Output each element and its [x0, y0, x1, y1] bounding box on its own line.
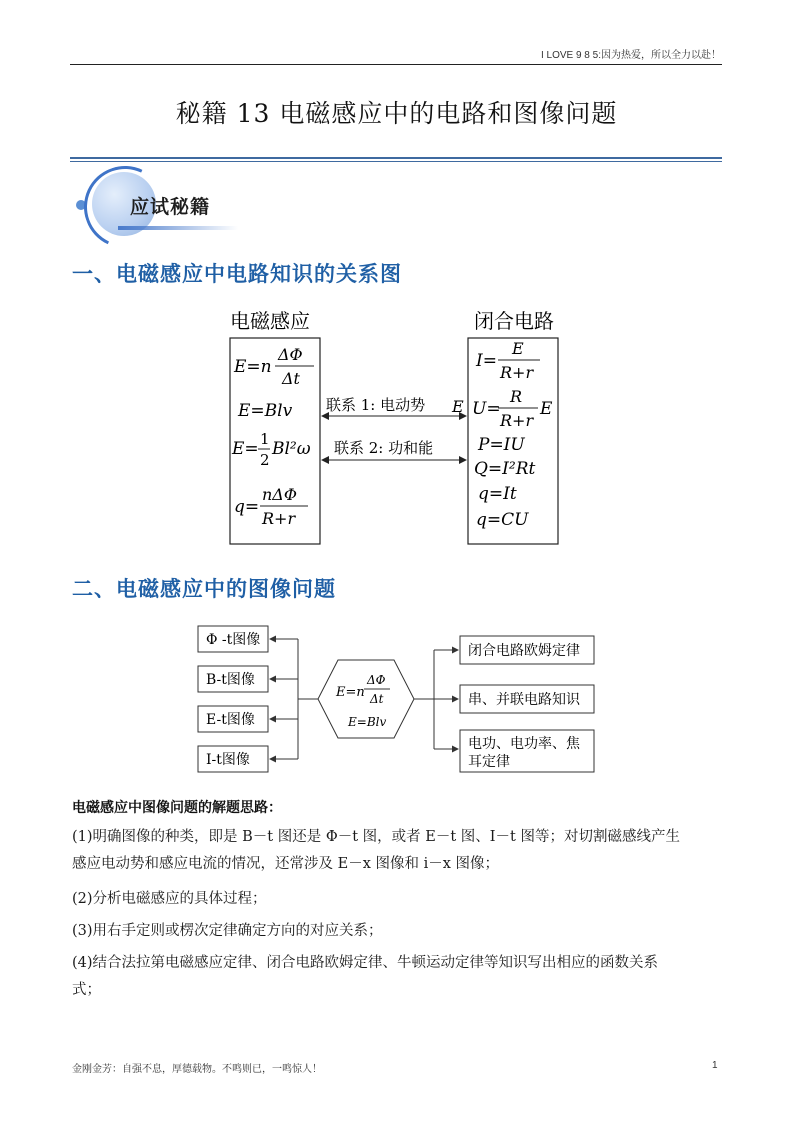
- page-title: 秘籍 13 电磁感应中的电路和图像问题: [175, 99, 618, 128]
- solution-title: 电磁感应中图像问题的解题思路：: [72, 799, 282, 815]
- title-rule-bottom: [70, 161, 722, 162]
- center-den: Δt: [370, 692, 384, 706]
- phi-t-label: Φ -t图像: [206, 632, 261, 648]
- page-number: 1: [712, 1060, 718, 1071]
- formula-q-cu: q=CU: [476, 510, 529, 530]
- center-lhs: E=n: [336, 685, 365, 700]
- formula-p-iu: P=IU: [478, 435, 525, 455]
- formula-rotation-den: 2: [260, 451, 270, 469]
- formula-e-n-dphi-num: ΔΦ: [278, 345, 303, 364]
- formula-u-num: R: [510, 387, 523, 406]
- e-t-label: E-t图像: [206, 712, 255, 728]
- formula-q-i2rt: Q=I²Rt: [474, 459, 536, 479]
- center-num: ΔΦ: [367, 673, 386, 687]
- joule-law-label-line1: 电功、电功率、焦: [468, 736, 580, 752]
- image-problem-diagram: [190, 618, 610, 778]
- formula-e-blv: E=Blv: [238, 401, 293, 421]
- formula-u-lhs: U=: [472, 399, 501, 419]
- formula-rotation-lhs: E=: [232, 439, 259, 459]
- link1-label: 联系 1: 电动势: [326, 396, 426, 414]
- formula-rotation-num: 1: [260, 430, 270, 448]
- solution-step-3: (3)用右手定则或楞次定律确定方向的对应关系；: [72, 923, 383, 939]
- solution-step-4-line2: 式；: [72, 982, 101, 998]
- solution-step-1-line1: (1)明确图像的种类，即是 B－t 图还是 Φ－t 图，或者 E－t 图、I－t 图等；对切割磁感线产生: [72, 829, 680, 845]
- solution-step-2: (2)分析电磁感应的具体过程；: [72, 891, 267, 907]
- footer-motto: 金刚金芳：自强不息，厚德载物。不鸣则已，一鸣惊人！: [72, 1064, 322, 1075]
- solution-step-4-line1: (4)结合法拉第电磁感应定律、闭合电路欧姆定律、牛顿运动定律等知识写出相应的函数关系: [72, 955, 659, 971]
- formula-u-rhs: E: [540, 399, 553, 419]
- badge-underline: [118, 226, 238, 230]
- formula-e-n-dphi-lhs: E=n: [234, 357, 272, 377]
- badge-label: 应试秘籍: [130, 197, 211, 218]
- solution-step-4: [72, 950, 724, 1004]
- joule-law-label-line2: 耳定律: [468, 754, 510, 770]
- series-parallel-label: 串、并联电路知识: [468, 692, 580, 708]
- formula-q-den: R+r: [262, 509, 296, 528]
- formula-q-lhs: q=: [234, 497, 260, 517]
- formula-i-num: E: [512, 339, 524, 358]
- b-t-label: B-t图像: [206, 672, 255, 688]
- right-box-title: 闭合电路: [474, 309, 554, 333]
- formula-q-it: q=It: [478, 484, 517, 504]
- header-divider: [70, 64, 722, 65]
- formula-q-num: nΔΦ: [262, 485, 297, 504]
- ohm-law-label: 闭合电路欧姆定律: [468, 643, 580, 659]
- header-slogan: I LOVE 9 8 5:因为热爱，所以全力以赴！: [540, 50, 721, 61]
- link1-suffix: E: [452, 397, 464, 416]
- circuit-relation-diagram: [222, 300, 572, 552]
- section1-heading: 一、电磁感应中电路知识的关系图: [72, 263, 402, 286]
- left-box-title: 电磁感应: [230, 309, 310, 333]
- section-badge: [78, 170, 248, 242]
- solution-step-1: [72, 824, 724, 878]
- formula-i-lhs: I=: [476, 351, 497, 371]
- i-t-label: I-t图像: [206, 752, 250, 768]
- formula-i-den: R+r: [500, 363, 534, 382]
- title-rule-top: [70, 157, 722, 159]
- link2-label: 联系 2: 功和能: [334, 439, 434, 457]
- section2-heading: 二、电磁感应中的图像问题: [72, 578, 336, 601]
- formula-e-n-dphi-den: Δt: [282, 369, 300, 388]
- formula-u-den: R+r: [500, 411, 534, 430]
- center-second: E=Blv: [348, 715, 387, 729]
- solution-step-1-line2: 感应电动势和感应电流的情况，还常涉及 E－x 图像和 i－x 图像；: [72, 856, 500, 872]
- formula-rotation-rhs: Bl²ω: [272, 439, 311, 459]
